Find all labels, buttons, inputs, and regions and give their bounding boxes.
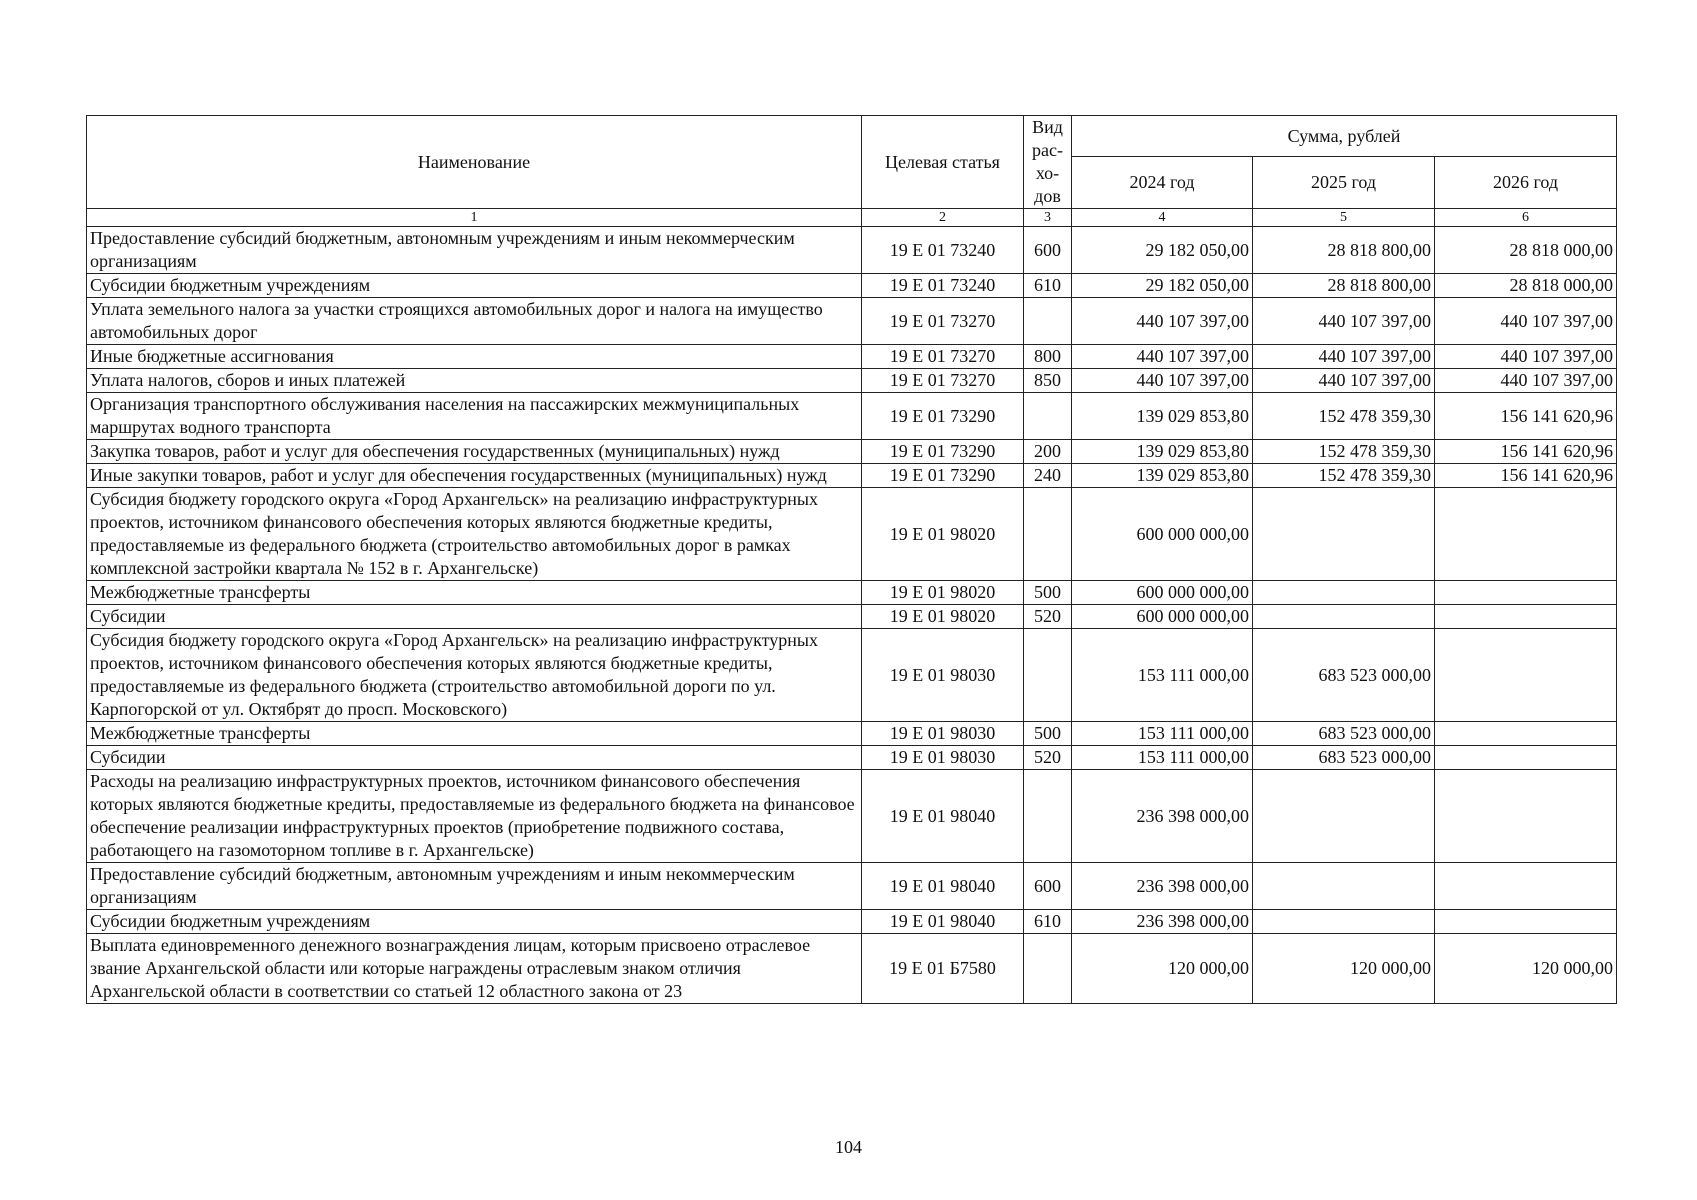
row-sum-2024: 440 107 397,00 (1072, 369, 1253, 393)
row-sum-2024: 236 398 000,00 (1072, 863, 1253, 910)
row-target-article: 19 Е 01 98040 (862, 910, 1024, 934)
table-row (87, 464, 1617, 488)
row-sum-2026 (1435, 746, 1617, 770)
row-sum-2026 (1435, 581, 1617, 605)
row-sum-2024: 600 000 000,00 (1072, 581, 1253, 605)
row-expense-type: 850 (1024, 369, 1072, 393)
row-expense-type: 800 (1024, 345, 1072, 369)
table-row (87, 274, 1617, 298)
row-name: Субсидия бюджету городского округа «Город Архангельск» на реализацию инфраструктурных проектов, источником финансового обеспечения которых являются бюджетные кредиты, предоставляемые из федерального бюджета (строительство автомобильной дороги по ул. Карпогорской от ул. Октябрят до просп. Московского) (87, 629, 862, 722)
row-target-article: 19 Е 01 73240 (862, 274, 1024, 298)
row-sum-2026: 156 141 620,96 (1435, 393, 1617, 440)
row-sum-2025: 440 107 397,00 (1253, 345, 1435, 369)
row-name: Предоставление субсидий бюджетным, автономным учреждениям и иным некоммерческим организациям (87, 227, 862, 274)
row-sum-2024: 153 111 000,00 (1072, 629, 1253, 722)
row-expense-type: 520 (1024, 746, 1072, 770)
row-target-article: 19 Е 01 98030 (862, 629, 1024, 722)
column-number: 1 (87, 209, 862, 227)
row-target-article: 19 Е 01 73240 (862, 227, 1024, 274)
table-row (87, 581, 1617, 605)
row-sum-2024: 600 000 000,00 (1072, 605, 1253, 629)
row-target-article: 19 Е 01 73270 (862, 369, 1024, 393)
row-sum-2026: 156 141 620,96 (1435, 440, 1617, 464)
row-sum-2026: 28 818 000,00 (1435, 274, 1617, 298)
row-sum-2026: 28 818 000,00 (1435, 227, 1617, 274)
header-sum: Сумма, рублей (1072, 116, 1617, 157)
table-row (87, 488, 1617, 581)
row-sum-2026 (1435, 770, 1617, 863)
row-target-article: 19 Е 01 98040 (862, 863, 1024, 910)
row-expense-type: 610 (1024, 910, 1072, 934)
row-sum-2026 (1435, 629, 1617, 722)
row-sum-2026 (1435, 605, 1617, 629)
row-sum-2024: 236 398 000,00 (1072, 910, 1253, 934)
header-year-2026: 2026 год (1435, 157, 1617, 209)
budget-table (86, 115, 1617, 1004)
row-name: Субсидия бюджету городского округа «Город Архангельск» на реализацию инфраструктурных проектов, источником финансового обеспечения которых являются бюджетные кредиты, предоставляемые из федерального бюджета (строительство автомобильных дорог в рамках комплексной застройки квартала № 152 в г. Архангельске) (87, 488, 862, 581)
row-target-article: 19 Е 01 98020 (862, 605, 1024, 629)
table-row (87, 629, 1617, 722)
row-sum-2024: 153 111 000,00 (1072, 746, 1253, 770)
row-expense-type (1024, 770, 1072, 863)
row-expense-type (1024, 488, 1072, 581)
row-name: Межбюджетные трансферты (87, 581, 862, 605)
row-name: Выплата единовременного денежного вознаграждения лицам, которым присвоено отраслевое звание Архангельской области или которые награждены отраслевым знаком отличия Архангельской области в соответствии со статьей 12 областного закона от 23 (87, 934, 862, 1004)
row-sum-2025: 683 523 000,00 (1253, 629, 1435, 722)
row-name: Субсидии бюджетным учреждениям (87, 910, 862, 934)
row-sum-2024: 440 107 397,00 (1072, 345, 1253, 369)
row-target-article: 19 Е 01 73290 (862, 464, 1024, 488)
row-expense-type (1024, 934, 1072, 1004)
table-row (87, 910, 1617, 934)
row-sum-2025: 28 818 800,00 (1253, 274, 1435, 298)
row-name: Уплата земельного налога за участки строящихся автомобильных дорог и налога на имущество автомобильных дорог (87, 298, 862, 345)
table-row (87, 722, 1617, 746)
row-sum-2025 (1253, 581, 1435, 605)
row-sum-2025 (1253, 488, 1435, 581)
table-row (87, 934, 1617, 1004)
column-number: 5 (1253, 209, 1435, 227)
row-name: Иные закупки товаров, работ и услуг для обеспечения государственных (муниципальных) нужд (87, 464, 862, 488)
row-sum-2024: 153 111 000,00 (1072, 722, 1253, 746)
row-target-article: 19 Е 01 98040 (862, 770, 1024, 863)
table-row (87, 393, 1617, 440)
row-name: Расходы на реализацию инфраструктурных проектов, источником финансового обеспечения которых являются бюджетные кредиты, предоставляемые из федерального бюджета на финансовое обеспечение реализации инфраструктурных проектов (приобретение подвижного состава, работающего на газомоторном топливе в г. Архангельске) (87, 770, 862, 863)
header-name: Наименование (87, 116, 862, 209)
table-row (87, 605, 1617, 629)
row-sum-2024: 139 029 853,80 (1072, 464, 1253, 488)
row-sum-2024: 29 182 050,00 (1072, 274, 1253, 298)
row-expense-type: 520 (1024, 605, 1072, 629)
row-sum-2025 (1253, 605, 1435, 629)
row-sum-2026: 156 141 620,96 (1435, 464, 1617, 488)
row-expense-type: 610 (1024, 274, 1072, 298)
table-row (87, 227, 1617, 274)
row-expense-type: 500 (1024, 722, 1072, 746)
row-sum-2025 (1253, 863, 1435, 910)
table-row (87, 440, 1617, 464)
table-row (87, 369, 1617, 393)
header-year-2025: 2025 год (1253, 157, 1435, 209)
column-number: 2 (862, 209, 1024, 227)
row-sum-2025 (1253, 770, 1435, 863)
row-expense-type (1024, 298, 1072, 345)
row-target-article: 19 Е 01 98020 (862, 581, 1024, 605)
row-name: Субсидии (87, 605, 862, 629)
row-name: Уплата налогов, сборов и иных платежей (87, 369, 862, 393)
row-sum-2025: 440 107 397,00 (1253, 369, 1435, 393)
row-target-article: 19 Е 01 98030 (862, 722, 1024, 746)
row-sum-2024: 600 000 000,00 (1072, 488, 1253, 581)
row-name: Субсидии бюджетным учреждениям (87, 274, 862, 298)
row-sum-2026 (1435, 863, 1617, 910)
row-sum-2025 (1253, 910, 1435, 934)
row-target-article: 19 Е 01 73270 (862, 298, 1024, 345)
row-sum-2026 (1435, 910, 1617, 934)
header-expense-type: Вид рас- хо- дов (1024, 116, 1072, 209)
row-expense-type: 200 (1024, 440, 1072, 464)
table-body (87, 227, 1617, 1004)
row-target-article: 19 Е 01 98020 (862, 488, 1024, 581)
row-target-article: 19 Е 01 98030 (862, 746, 1024, 770)
row-sum-2024: 236 398 000,00 (1072, 770, 1253, 863)
row-expense-type: 600 (1024, 227, 1072, 274)
row-sum-2024: 29 182 050,00 (1072, 227, 1253, 274)
row-name: Субсидии (87, 746, 862, 770)
row-expense-type: 240 (1024, 464, 1072, 488)
row-sum-2025: 28 818 800,00 (1253, 227, 1435, 274)
row-name: Межбюджетные трансферты (87, 722, 862, 746)
row-sum-2025: 152 478 359,30 (1253, 464, 1435, 488)
row-sum-2024: 440 107 397,00 (1072, 298, 1253, 345)
row-sum-2026 (1435, 488, 1617, 581)
column-number: 4 (1072, 209, 1253, 227)
table-row (87, 863, 1617, 910)
row-sum-2025: 152 478 359,30 (1253, 440, 1435, 464)
row-name: Закупка товаров, работ и услуг для обеспечения государственных (муниципальных) нужд (87, 440, 862, 464)
row-sum-2025: 683 523 000,00 (1253, 746, 1435, 770)
row-sum-2024: 120 000,00 (1072, 934, 1253, 1004)
row-name: Предоставление субсидий бюджетным, автономным учреждениям и иным некоммерческим организациям (87, 863, 862, 910)
row-sum-2026: 440 107 397,00 (1435, 298, 1617, 345)
table-row (87, 746, 1617, 770)
row-sum-2025: 152 478 359,30 (1253, 393, 1435, 440)
row-name: Иные бюджетные ассигнования (87, 345, 862, 369)
row-sum-2026 (1435, 722, 1617, 746)
column-number: 3 (1024, 209, 1072, 227)
header-year-2024: 2024 год (1072, 157, 1253, 209)
row-sum-2025: 120 000,00 (1253, 934, 1435, 1004)
row-sum-2026: 440 107 397,00 (1435, 345, 1617, 369)
row-sum-2026: 120 000,00 (1435, 934, 1617, 1004)
header-target-article: Целевая статья (862, 116, 1024, 209)
table-row (87, 298, 1617, 345)
row-sum-2024: 139 029 853,80 (1072, 393, 1253, 440)
row-target-article: 19 Е 01 73270 (862, 345, 1024, 369)
row-expense-type: 500 (1024, 581, 1072, 605)
column-number: 6 (1435, 209, 1617, 227)
row-sum-2025: 683 523 000,00 (1253, 722, 1435, 746)
row-expense-type (1024, 629, 1072, 722)
row-sum-2024: 139 029 853,80 (1072, 440, 1253, 464)
page-number: 104 (835, 1137, 862, 1157)
table-row (87, 770, 1617, 863)
row-target-article: 19 Е 01 Б7580 (862, 934, 1024, 1004)
row-sum-2025: 440 107 397,00 (1253, 298, 1435, 345)
row-expense-type (1024, 393, 1072, 440)
row-name: Организация транспортного обслуживания населения на пассажирских межмуниципальных маршрутах водного транспорта (87, 393, 862, 440)
row-target-article: 19 Е 01 73290 (862, 393, 1024, 440)
row-target-article: 19 Е 01 73290 (862, 440, 1024, 464)
row-expense-type: 600 (1024, 863, 1072, 910)
table-row (87, 345, 1617, 369)
row-sum-2026: 440 107 397,00 (1435, 369, 1617, 393)
